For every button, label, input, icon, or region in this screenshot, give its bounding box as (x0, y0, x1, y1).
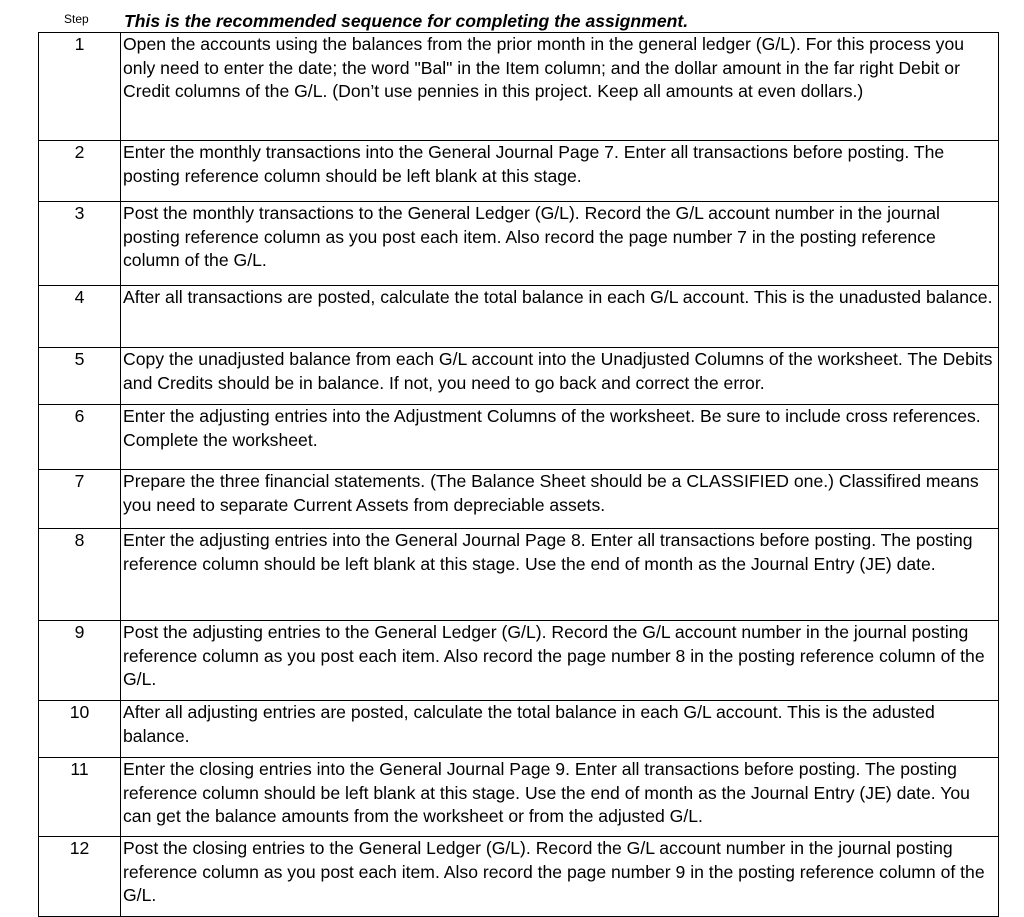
step-text: Enter the adjusting entries into the General Journal Page 8. Enter all transactions before posting. The posting reference column should be left blank at this stage. Use the end of month as the Journal Entry (JE) date. (121, 529, 999, 621)
table-row (39, 621, 999, 701)
step-text: Enter the closing entries into the General Journal Page 9. Enter all transactions before posting. The posting reference column should be left blank at this stage. Use the end of month as the Journal Entry (JE) date. You can get the balance amounts from the worksheet or from the adjusted G/L. (121, 758, 999, 837)
step-number: 1 (39, 33, 121, 141)
step-text: Post the monthly transactions to the General Ledger (G/L). Record the G/L account number in the journal posting reference column as you post each item. Also record the page number 7 in the posting reference column of the G/L. (121, 202, 999, 286)
step-text: Enter the monthly transactions into the General Journal Page 7. Enter all transactions before posting. The posting reference column should be left blank at this stage. (121, 141, 999, 202)
step-text: After all transactions are posted, calculate the total balance in each G/L account. This is the unadusted balance. (121, 286, 999, 348)
table-row (39, 701, 999, 758)
step-number: 9 (39, 621, 121, 701)
step-number: 5 (39, 348, 121, 405)
steps-table (38, 32, 999, 917)
table-row (39, 202, 999, 286)
table-row (39, 470, 999, 529)
table-row (39, 529, 999, 621)
step-number: 2 (39, 141, 121, 202)
step-text: Prepare the three financial statements. (The Balance Sheet should be a CLASSIFIED one.) Classifired means you need to separate Current Assets from depreciable assets. (121, 470, 999, 529)
step-number: 8 (39, 529, 121, 621)
page-title: This is the recommended sequence for completing the assignment. (124, 11, 689, 31)
step-text: After all adjusting entries are posted, calculate the total balance in each G/L account. This is the adusted balance. (121, 701, 999, 758)
step-number: 10 (39, 701, 121, 758)
step-text: Copy the unadjusted balance from each G/L account into the Unadjusted Columns of the worksheet. The Debits and Credits should be in balance. If not, you need to go back and correct the error. (121, 348, 999, 405)
step-text: Post the closing entries to the General Ledger (G/L). Record the G/L account number in the journal posting reference column as you post each item. Also record the page number 9 in the posting reference column of the G/L. (121, 837, 999, 917)
step-number: 4 (39, 286, 121, 348)
step-column-label: Step (64, 12, 89, 26)
step-number: 11 (39, 758, 121, 837)
table-row (39, 33, 999, 141)
table-row (39, 758, 999, 837)
step-text: Enter the adjusting entries into the Adjustment Columns of the worksheet. Be sure to include cross references. Complete the worksheet. (121, 405, 999, 470)
table-row (39, 348, 999, 405)
step-number: 6 (39, 405, 121, 470)
step-text: Post the adjusting entries to the General Ledger (G/L). Record the G/L account number in the journal posting reference column as you post each item. Also record the page number 8 in the posting reference column of the G/L. (121, 621, 999, 701)
step-number: 7 (39, 470, 121, 529)
table-row (39, 286, 999, 348)
step-text: Open the accounts using the balances from the prior month in the general ledger (G/L). For this process you only need to enter the date; the word "Bal" in the Item column; and the dollar amount in the far right Debit or Credit columns of the G/L. (Don’t use pennies in this project. Keep all amounts at even dollars.) (121, 33, 999, 141)
table-row (39, 405, 999, 470)
table-row (39, 141, 999, 202)
table-row (39, 837, 999, 917)
step-number: 3 (39, 202, 121, 286)
step-number: 12 (39, 837, 121, 917)
